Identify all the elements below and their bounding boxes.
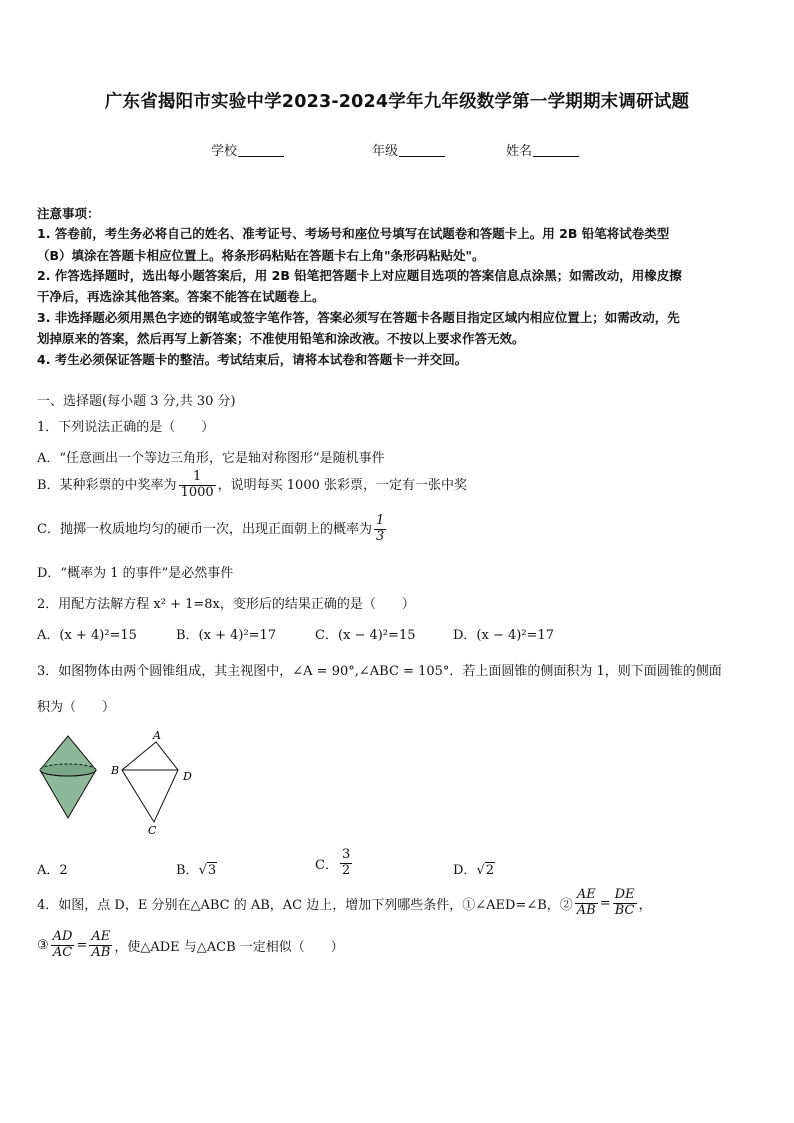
q4-fraction-de-bc	[613, 888, 637, 919]
q2-option-b: B．(x + 4)²=17	[176, 628, 277, 643]
school-blank[interactable]	[238, 144, 284, 157]
q1-option-b-text: B．某种彩票的中奖率为	[37, 477, 177, 493]
notice-item-3-line-2: 划掉原来的答案，然后再写上新答案；不准使用铅笔和涂改液。不按以上要求作答无效。	[37, 331, 525, 346]
fraction-numerator: AE	[91, 929, 111, 944]
double-cone-solid	[40, 736, 96, 818]
fraction-denominator: AB	[576, 902, 596, 918]
grade-blank[interactable]	[399, 144, 445, 157]
q1-stem: 1．下列说法正确的是（ ）	[37, 420, 215, 435]
q3-stem-line-1: 3．如图物体由两个圆锥组成，其主视图中，∠A = 90°,∠ABC = 105°．若上面圆锥的侧面积为 1，则下面圆锥的侧面	[37, 664, 722, 679]
front-view-outline	[122, 742, 178, 822]
q2-stem: 2．用配方法解方程 x² + 1=8x，变形后的结果正确的是（ ）	[37, 597, 415, 612]
q3-option-c-label: C．	[315, 857, 338, 873]
q3-option-b-label: B．	[176, 863, 199, 878]
fraction-numerator: 3	[341, 847, 351, 862]
page-title: 广东省揭阳市实验中学2023-2024学年九年级数学第一学期期末调研试题	[104, 92, 690, 112]
q2-option-a: A．(x + 4)²=15	[37, 628, 137, 643]
notice-heading: 注意事项：	[37, 206, 100, 221]
sqrt-sign: √2	[476, 863, 495, 878]
fraction-denominator: 2	[341, 862, 351, 878]
notice-item-1-line-2: （B）填涂在答题卡相应位置上。将条形码粘贴在答题卡右上角"条形码粘贴处"。	[37, 248, 485, 263]
notice-item-1-line-1: 1. 答卷前，考生务必将自己的姓名、准考证号、考场号和座位号填写在试题卷和答题卡上。用 2B 铅笔将试卷类型	[37, 226, 670, 241]
q4-stem-text: 4．如图，点 D，E 分别在△ABC 的 AB，AC 边上，增加下列哪些条件，①∠AED=∠B，②	[37, 897, 573, 913]
q4-fraction-ae-ab	[575, 888, 598, 919]
q1-option-b-text-2: ，说明每买 1000 张彩票，一定有一张中奖	[217, 477, 468, 493]
name-label: 姓名	[506, 144, 533, 159]
q2-option-d: D．(x − 4)²=17	[453, 628, 554, 643]
name-blank[interactable]	[533, 144, 579, 157]
q3-figure	[36, 728, 196, 838]
label-a: A	[153, 729, 161, 742]
fraction-numerator: 1	[375, 513, 385, 528]
front-view-diagram	[110, 729, 192, 837]
q3-option-b	[176, 859, 217, 878]
circled-three: ③	[37, 937, 49, 953]
name-field[interactable]	[506, 140, 579, 159]
comma: ，	[638, 897, 652, 913]
q3-option-c	[315, 848, 354, 879]
sqrt-radicand: 3	[207, 863, 217, 878]
fraction-denominator: BC	[613, 903, 637, 919]
fraction-denominator: 3	[375, 528, 385, 544]
equals-sign: =	[599, 895, 611, 911]
label-c: C	[148, 824, 157, 837]
notice-item-3-line-1: 3. 非选择题必须用黑色字迹的钢笔或签字笔作答，答案必须写在答题卡各题目指定区域内相应位置上；如需改动，先	[37, 310, 680, 325]
q1-option-b	[37, 470, 467, 501]
label-d: D	[183, 770, 192, 783]
q1-option-c-fraction	[374, 514, 386, 545]
q3-option-c-fraction	[340, 848, 352, 879]
fraction-numerator: 1	[192, 469, 202, 484]
q4-stem-line-1	[37, 888, 652, 919]
fraction-numerator: AE	[576, 887, 596, 902]
q2-option-c: C．(x − 4)²=15	[315, 628, 416, 643]
q4-fraction-ae-ab-2	[89, 930, 112, 961]
sqrt-radicand: 2	[485, 863, 495, 878]
q1-option-c	[37, 514, 388, 545]
q4-stem-text-2: ，使△ADE 与△ACB 一定相似（ ）	[114, 939, 344, 955]
q1-option-c-text: C．抛掷一枚质地均匀的硬币一次，出现正面朝上的概率为	[37, 521, 372, 537]
fraction-denominator: 1000	[180, 484, 214, 500]
q3-option-d	[453, 859, 495, 878]
notice-item-4: 4. 考生必须保证答题卡的整洁。考试结束后，请将本试卷和答题卡一并交回。	[37, 352, 468, 367]
q3-option-a: A．2	[37, 863, 68, 878]
section-heading: 一、选择题(每小题 3 分,共 30 分)	[37, 394, 236, 409]
fraction-numerator: DE	[614, 887, 635, 902]
school-field[interactable]	[211, 140, 284, 159]
q4-fraction-ad-ac	[51, 930, 75, 961]
school-label: 学校	[211, 144, 238, 159]
q1-option-b-fraction	[179, 470, 216, 501]
cone-shape	[40, 736, 96, 818]
grade-label: 年级	[372, 144, 399, 159]
q3-option-d-label: D．	[453, 863, 477, 878]
q1-option-d: D．“概率为 1 的事件”是必然事件	[37, 566, 234, 581]
equals-sign: =	[76, 937, 88, 953]
notice-item-2-line-1: 2. 作答选择题时，选出每小题答案后，用 2B 铅笔把答题卡上对应题目选项的答案信息点涂黑；如需改动，用橡皮擦	[37, 268, 682, 283]
grade-field[interactable]	[372, 140, 445, 159]
fraction-denominator: AC	[51, 945, 75, 961]
q1-option-a: A．“任意画出一个等边三角形，它是轴对称图形”是随机事件	[37, 451, 385, 466]
notice-item-2-line-2: 干净后，再选涂其他答案。答案不能答在试题卷上。	[37, 289, 325, 304]
fraction-numerator: AD	[52, 929, 73, 944]
fraction-denominator: AB	[91, 944, 111, 960]
q4-stem-line-2	[37, 930, 344, 961]
q3-stem-line-2: 积为（ ）	[37, 700, 116, 715]
sqrt-sign: √3	[198, 863, 217, 878]
label-b: B	[111, 764, 120, 777]
